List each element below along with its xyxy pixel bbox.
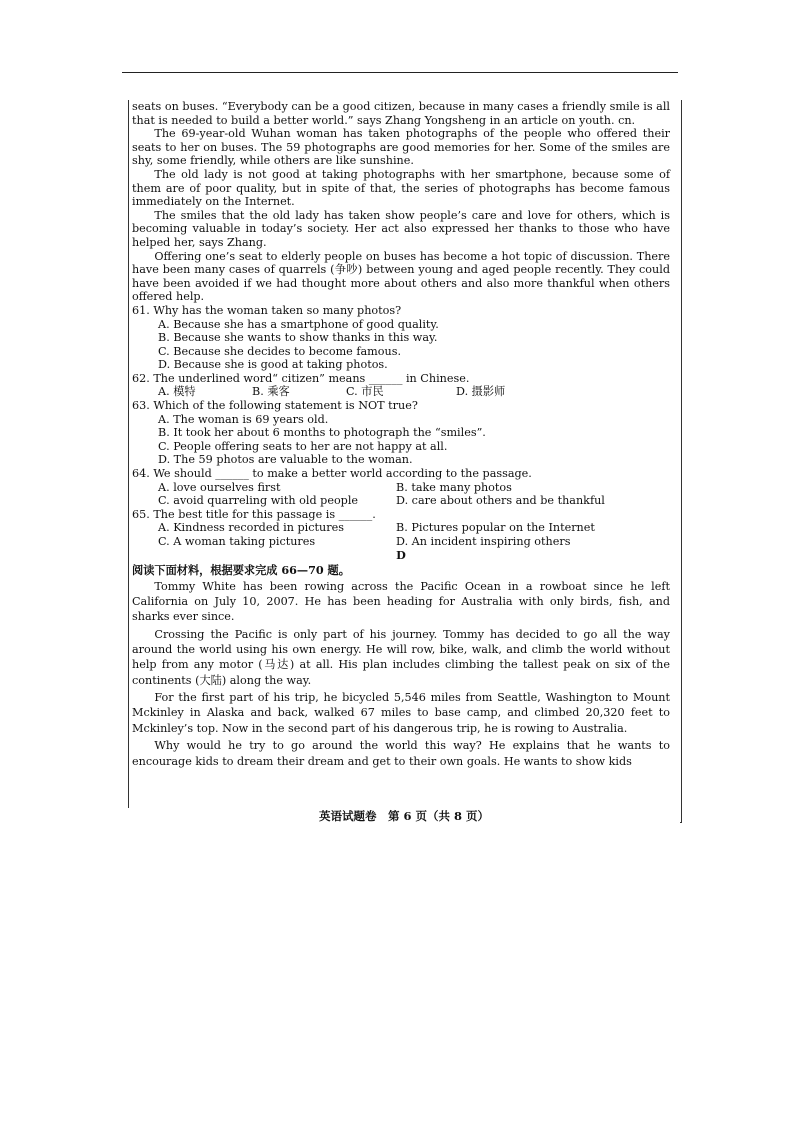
question-63-option-a: A. The woman is 69 years old. <box>158 412 329 426</box>
question-62-options <box>158 385 670 399</box>
question-62-option-c: C. 市民 <box>346 385 384 399</box>
section-letter-d: D <box>396 547 406 562</box>
question-61-option-c: C. Because she decides to become famous. <box>158 344 402 358</box>
question-64-options-row-2 <box>158 494 670 508</box>
page-content <box>132 100 670 771</box>
top-rule <box>122 72 678 73</box>
passage-d-paragraph-1: Tommy White has been rowing across the Pacific Ocean in a rowboat since he left California on July 10, 2007. He has been heading for Australia with only birds, fish, and sharks ever since. <box>132 579 670 624</box>
question-65-stem: 65. The best title for this passage is ______. <box>132 507 376 521</box>
question-65-options-row-2 <box>158 535 670 549</box>
question-63-stem: 63. Which of the following statement is NOT true? <box>132 399 418 413</box>
question-65-option-d: D. An incident inspiring others <box>396 535 571 548</box>
question-65-option-c: C. A woman taking pictures <box>158 535 316 548</box>
question-62-option-b: B. 乘客 <box>252 385 290 399</box>
question-65-option-a: A. Kindness recorded in pictures <box>158 521 344 535</box>
passage-d-paragraph-3: For the first part of his trip, he bicycled 5,546 miles from Seattle, Washington to Mount Mckinley in Alaska and back, walked 67 miles to base camp, and climbed 20,320 feet to Mckinley’s top. Now in the second part of his dangerous trip, he is rowing to Australia. <box>132 691 670 735</box>
passage-d-paragraph-4: Why would he try to go around the world this way? He explains that he wants to encourage kids to dream their dream and get to their own goals. He wants to show kids <box>132 739 670 768</box>
passage-c-paragraph-5: Offering one’s seat to elderly people on buses has become a hot topic of discussion. There have been many cases of quarrels (争吵) between young and aged people recently. They could have been avoided if we had thought more about others and also more thankful when others offered help. <box>132 249 670 304</box>
question-64-option-a: A. love ourselves first <box>158 480 281 494</box>
question-65-option-b: B. Pictures popular on the Internet <box>396 521 595 535</box>
question-61-option-b: B. Because she wants to show thanks in this way. <box>158 331 438 345</box>
page-footer: 英语试题卷 第 6 页（共 8 页） <box>128 808 680 824</box>
question-64-stem: 64. We should ______ to make a better world according to the passage. <box>132 467 532 481</box>
question-65-options-row-1 <box>158 521 670 535</box>
passage-d-paragraph-2: Crossing the Pacific is only part of his journey. Tommy has decided to go all the way around the world using his own energy. He will row, bike, walk, and climb the world without help from any motor (马达) at all. His plan includes climbing the tallest peak on six of the continents (大陆) along the way. <box>132 627 670 687</box>
question-63-option-b: B. It took her about 6 months to photograph the “smiles”. <box>158 426 486 440</box>
passage-c-paragraph-4: The smiles that the old lady has taken show people’s care and love for others, which is becoming valuable in today’s society. Her act also expressed her thanks to those who have helped her, says Zhang. <box>132 208 670 249</box>
question-64-option-c: C. avoid quarreling with old people <box>158 494 359 508</box>
question-61-option-d: D. Because she is good at taking photos. <box>158 358 388 372</box>
question-61-stem: 61. Why has the woman taken so many photos? <box>132 303 402 317</box>
passage-c-paragraph-3: The old lady is not good at taking photographs with her smartphone, because some of them are of poor quality, but in spite of that, the series of photographs has become famous immediately on the Internet. <box>132 167 670 209</box>
passage-c-paragraph-2: The 69-year-old Wuhan woman has taken photographs of the people who offered their seats to her on buses. The 59 photographs are good memories for her. Some of the smiles are shy, some friendly, while others are like sunshine. <box>132 127 670 168</box>
question-64-option-d: D. care about others and be thankful <box>396 494 605 508</box>
passage-c-paragraph-1: seats on buses. “Everybody can be a good citizen, because in many cases a friendly smile is all that is needed to build a better world.” says Zhang Yongsheng in an article on youth. cn. <box>132 100 670 127</box>
question-63-option-c: C. People offering seats to her are not happy at all. <box>158 439 448 453</box>
question-62-option-a: A. 模特 <box>158 385 196 399</box>
question-63-option-d: D. The 59 photos are valuable to the woman. <box>158 453 413 467</box>
section-instruction: 阅读下面材料，根据要求完成 66—70 题。 <box>132 563 350 578</box>
question-62-stem: 62. The underlined word“ citizen” means ______ in Chinese. <box>132 371 470 385</box>
question-64-options-row-1 <box>158 481 670 495</box>
question-62-option-d: D. 摄影师 <box>456 385 506 399</box>
question-61-option-a: A. Because she has a smartphone of good quality. <box>158 317 439 331</box>
question-64-option-b: B. take many photos <box>396 480 512 494</box>
